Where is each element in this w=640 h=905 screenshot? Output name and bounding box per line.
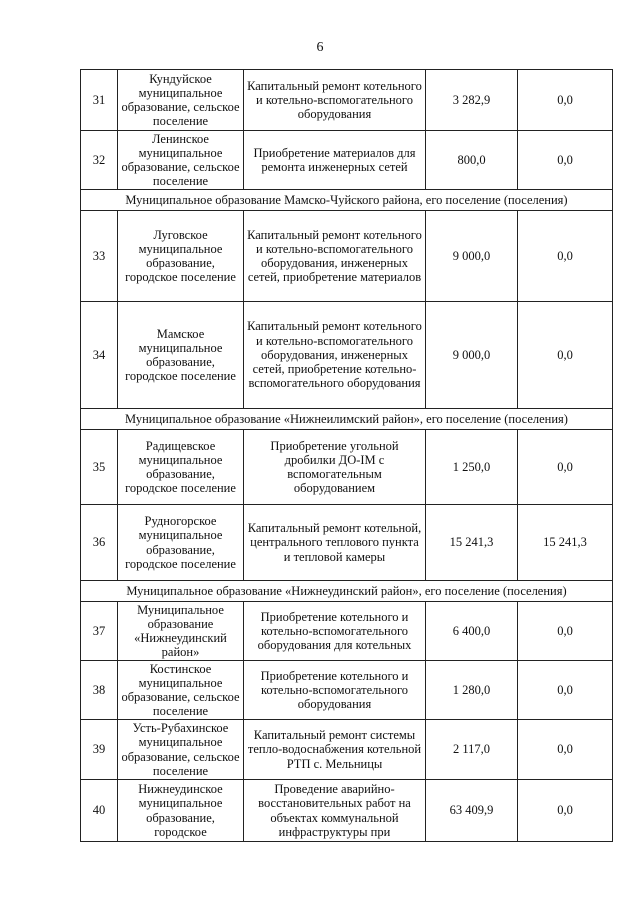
municipality-name: Муниципальное образование «Нижнеудинский район» xyxy=(118,602,244,661)
row-number: 34 xyxy=(81,302,118,409)
amount-second: 0,0 xyxy=(518,430,613,505)
amount-total: 1 280,0 xyxy=(426,661,518,720)
amount-second: 0,0 xyxy=(518,302,613,409)
municipality-name: Кундуйское муниципальное образование, сельское поселение xyxy=(118,70,244,131)
section-title: Муниципальное образование «Нижнеудинский район», его поселение (поселения) xyxy=(81,581,613,602)
amount-second: 15 241,3 xyxy=(518,505,613,581)
work-description: Приобретение материалов для ремонта инженерных сетей xyxy=(244,131,426,190)
row-number: 32 xyxy=(81,131,118,190)
work-description: Приобретение котельного и котельно-вспомогательного оборудования для котельных xyxy=(244,602,426,661)
row-number: 33 xyxy=(81,211,118,302)
amount-second: 0,0 xyxy=(518,720,613,780)
work-description: Капитальный ремонт котельного и котельно-вспомогательного оборудования xyxy=(244,70,426,131)
row-number: 37 xyxy=(81,602,118,661)
amount-total: 15 241,3 xyxy=(426,505,518,581)
section-title: Муниципальное образование «Нижнеилимский район», его поселение (поселения) xyxy=(81,409,613,430)
row-number: 38 xyxy=(81,661,118,720)
amount-total: 2 117,0 xyxy=(426,720,518,780)
section-header xyxy=(81,581,613,602)
municipality-name: Радищевское муниципальное образование, городское поселение xyxy=(118,430,244,505)
section-header xyxy=(81,409,613,430)
table-row xyxy=(81,720,613,780)
table-row xyxy=(81,505,613,581)
row-number: 40 xyxy=(81,780,118,842)
amount-total: 9 000,0 xyxy=(426,302,518,409)
municipality-name: Усть-Рубахинское муниципальное образование, сельское поселение xyxy=(118,720,244,780)
amount-second: 0,0 xyxy=(518,602,613,661)
row-number: 31 xyxy=(81,70,118,131)
table-row xyxy=(81,131,613,190)
table-row xyxy=(81,302,613,409)
table-row xyxy=(81,661,613,720)
table-row xyxy=(81,780,613,842)
amount-total: 63 409,9 xyxy=(426,780,518,842)
amount-total: 800,0 xyxy=(426,131,518,190)
row-number: 36 xyxy=(81,505,118,581)
work-description: Капитальный ремонт котельной, центрального теплового пункта и тепловой камеры xyxy=(244,505,426,581)
table-row xyxy=(81,602,613,661)
work-description: Проведение аварийно-восстановительных работ на объектах коммунальной инфраструктуры при xyxy=(244,780,426,842)
municipality-name: Рудногорское муниципальное образование, городское поселение xyxy=(118,505,244,581)
municipality-name: Ленинское муниципальное образование, сельское поселение xyxy=(118,131,244,190)
amount-total: 6 400,0 xyxy=(426,602,518,661)
work-description: Капитальный ремонт котельного и котельно-вспомогательного оборудования, инженерных сетей, приобретение котельно-вспомогательного оборудования xyxy=(244,302,426,409)
municipality-name: Нижнеудинское муниципальное образование, городское xyxy=(118,780,244,842)
section-header xyxy=(81,190,613,211)
table-row xyxy=(81,430,613,505)
amount-second: 0,0 xyxy=(518,661,613,720)
amount-second: 0,0 xyxy=(518,131,613,190)
row-number: 35 xyxy=(81,430,118,505)
work-description: Приобретение угольной дробилки ДО-IM с вспомогательным оборудованием xyxy=(244,430,426,505)
municipality-name: Костинское муниципальное образование, сельское поселение xyxy=(118,661,244,720)
section-title: Муниципальное образование Мамско-Чуйского района, его поселение (поселения) xyxy=(81,190,613,211)
amount-total: 9 000,0 xyxy=(426,211,518,302)
municipality-name: Мамское муниципальное образование, городское поселение xyxy=(118,302,244,409)
page-number: 6 xyxy=(316,40,324,55)
municipality-name: Луговское муниципальное образование, городское поселение xyxy=(118,211,244,302)
work-description: Приобретение котельного и котельно-вспомогательного оборудования xyxy=(244,661,426,720)
table-row xyxy=(81,211,613,302)
work-description: Капитальный ремонт системы тепло-водоснабжения котельной РТП с. Мельницы xyxy=(244,720,426,780)
amount-second: 0,0 xyxy=(518,211,613,302)
amount-second: 0,0 xyxy=(518,70,613,131)
amount-total: 3 282,9 xyxy=(426,70,518,131)
funding-table xyxy=(80,69,613,842)
amount-total: 1 250,0 xyxy=(426,430,518,505)
row-number: 39 xyxy=(81,720,118,780)
table-row xyxy=(81,70,613,131)
work-description: Капитальный ремонт котельного и котельно-вспомогательного оборудования, инженерных сетей, приобретение материалов xyxy=(244,211,426,302)
amount-second: 0,0 xyxy=(518,780,613,842)
